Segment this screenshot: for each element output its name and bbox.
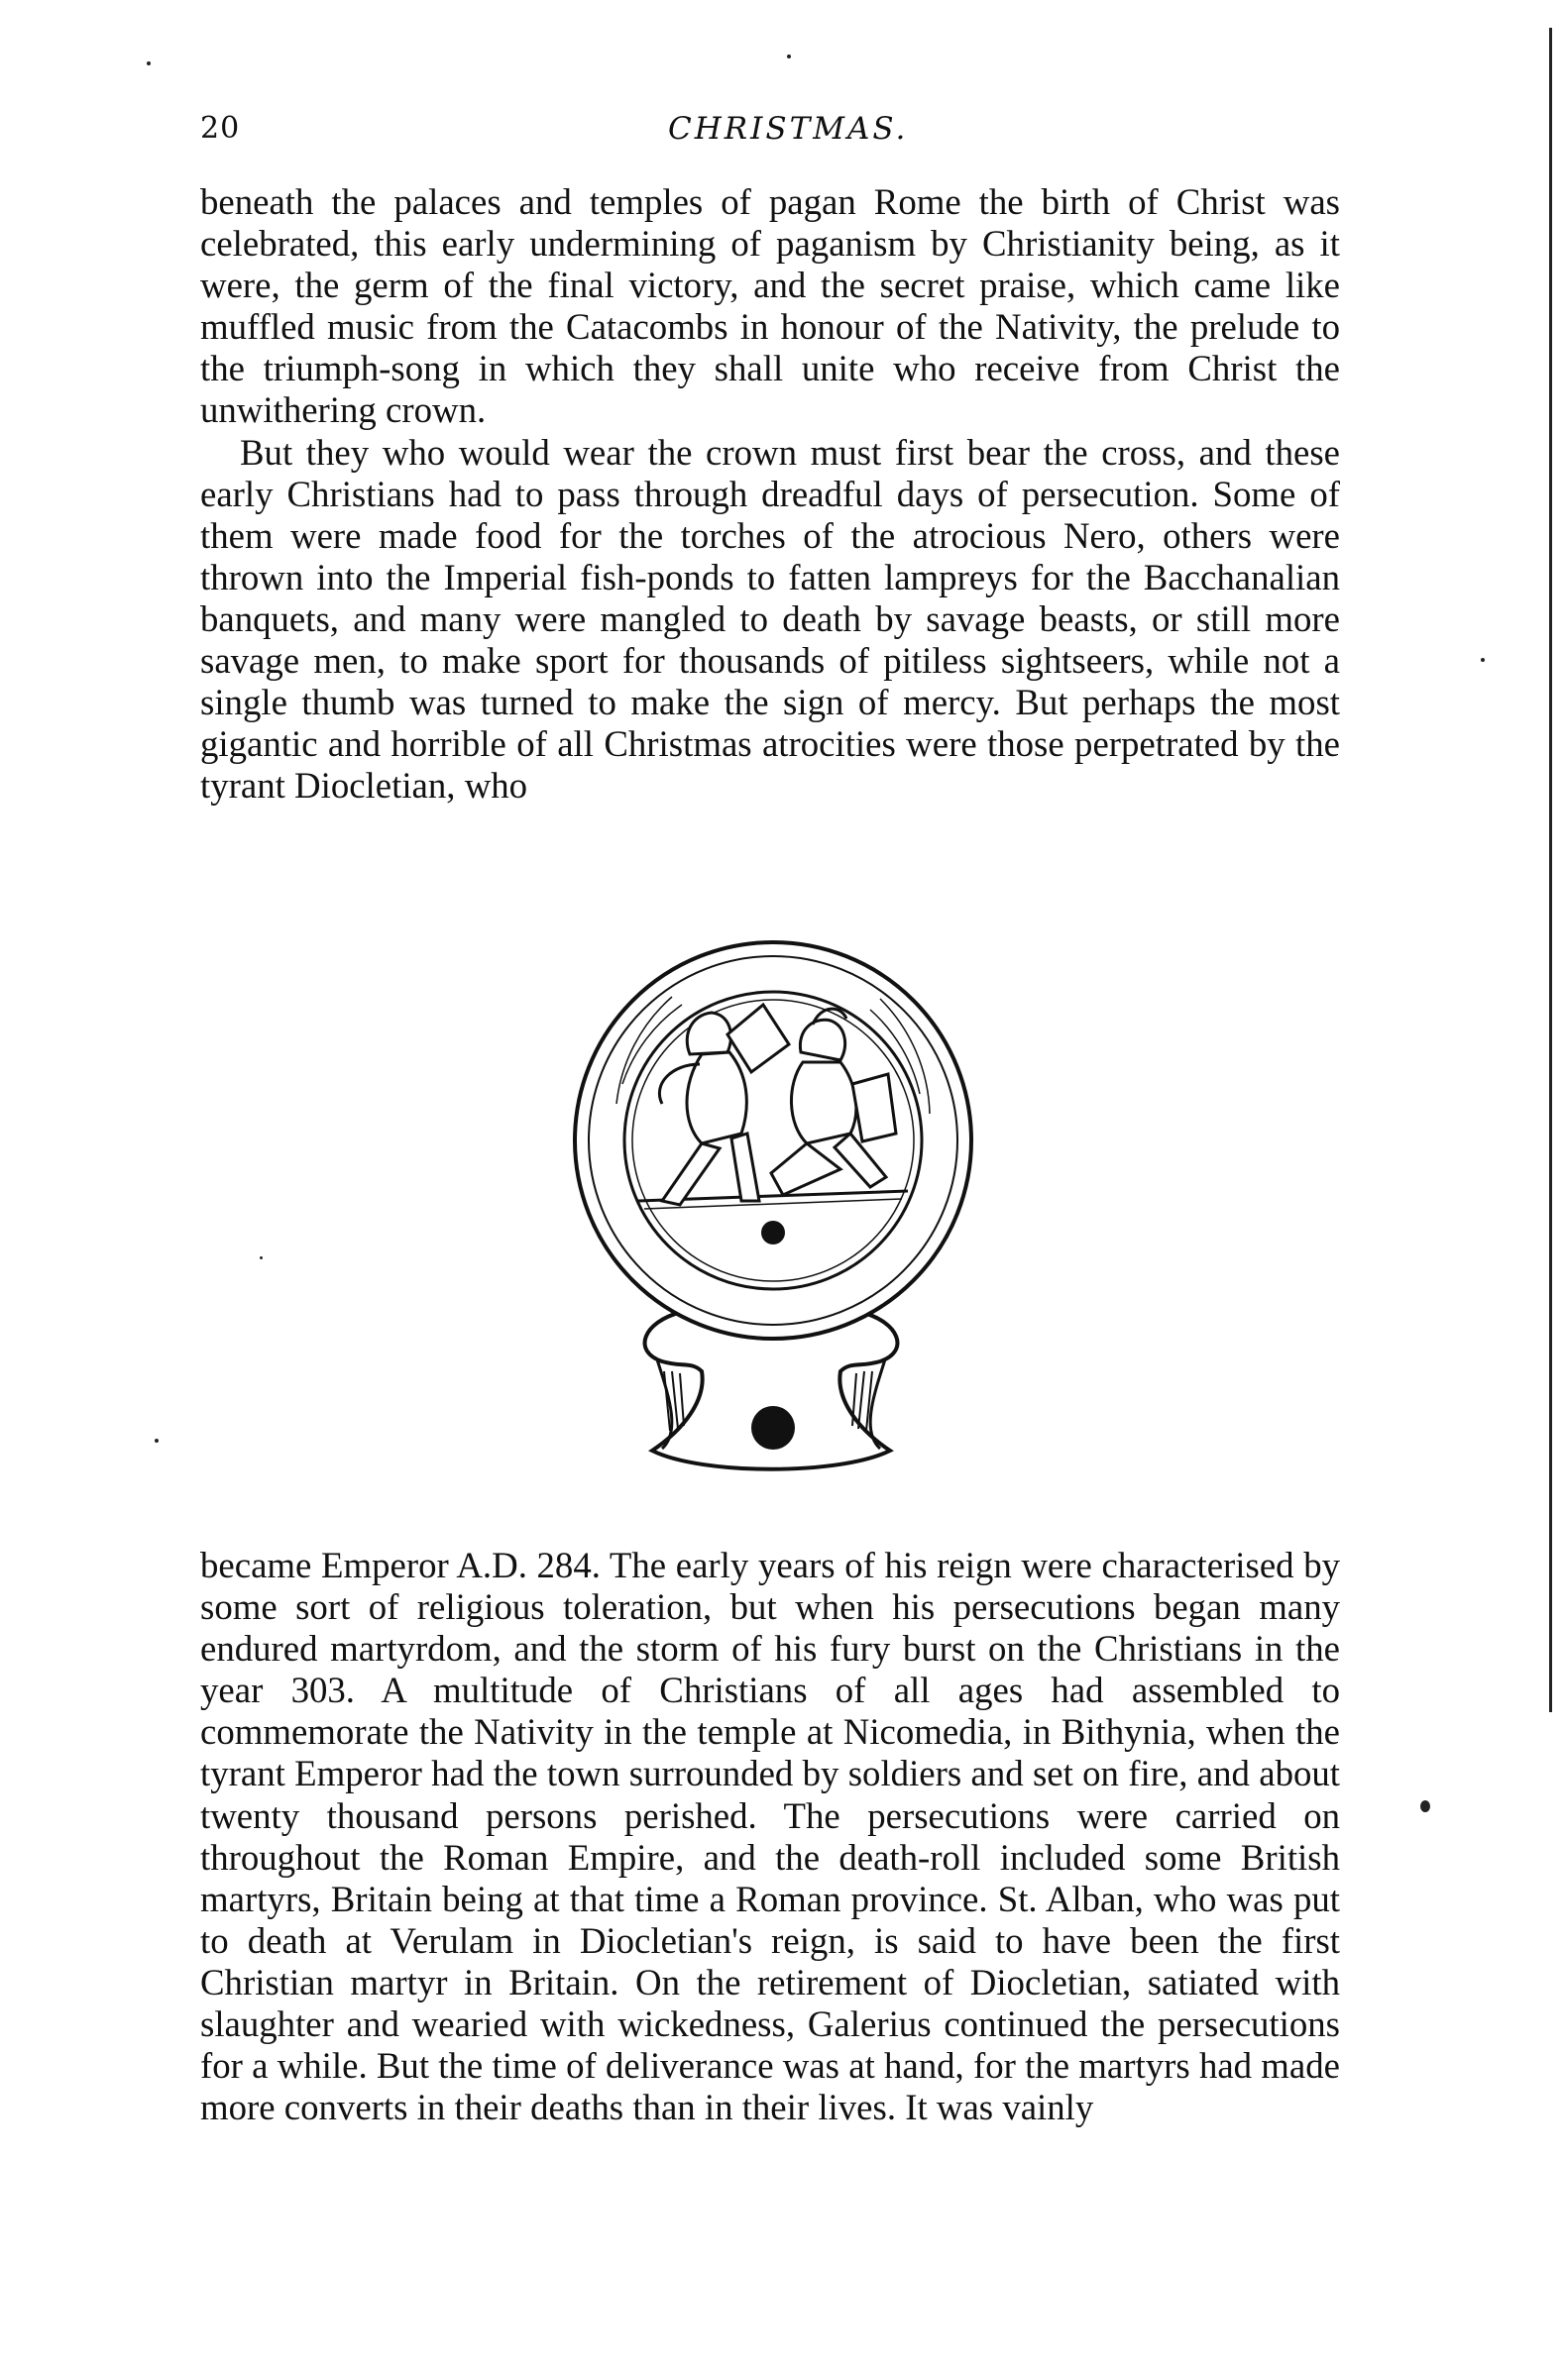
- filling-hole: [761, 1221, 785, 1244]
- scan-speck: [1420, 1800, 1430, 1812]
- text-block-top: [200, 181, 1340, 807]
- scan-margin-rule: [1549, 28, 1552, 1712]
- wick-hole: [751, 1406, 795, 1450]
- scan-speck: [155, 1439, 159, 1443]
- paragraph-continuation: beneath the palaces and temples of pagan Rome the birth of Christ was celebrated, this early undermining of paganism by Christianity being, as it were, the germ of the final victory, and the secret praise, which came like muffled music from the Catacombs in honour of the Nativity, the prelude to the triumph-song in which they shall unite who receive from Christ the unwithering crown.: [200, 181, 1340, 431]
- running-head: [200, 111, 1340, 161]
- text-block-bottom: [200, 1545, 1340, 2128]
- scan-speck: [1481, 658, 1485, 662]
- scan-speck: [787, 54, 791, 58]
- scan-speck: [147, 61, 151, 65]
- scan-speck: [260, 1256, 263, 1259]
- running-title: CHRISTMAS.: [668, 111, 909, 147]
- paragraph-diocletian: became Emperor A.D. 284. The early years of his reign were characterised by some sort of religious toleration, but when his persecutions began many endured martyrdom, and the storm of his fury burst on the Christians in the year 303. A multitude of Christians of all ages had assembled to commemorate the Nativity in the temple at Nicomedia, in Bithynia, when the tyrant Emperor had the town surrounded by soldiers and set on fire, and about twenty thousand persons perished. The persecutions were carried on throughout the Roman Empire, and the death-roll included some British martyrs, Britain being at that time a Roman province. St. Alban, who was put to death at Verulam in Diocletian's reign, is said to have been the first Christian martyr in Britain. On the retirement of Diocletian, satiated with slaughter and wearied with wickedness, Galerius continued the persecutions for a while. But the time of deliverance was at hand, for the martyrs had made more converts in their deaths than in their lives. It was vainly: [200, 1545, 1340, 2128]
- lamp-illustration: [553, 935, 991, 1490]
- page-number: 20: [200, 111, 241, 146]
- roman-lamp-icon: [553, 935, 991, 1490]
- paragraph-persecution: But they who would wear the crown must first bear the cross, and these early Christians had to pass through dreadful days of persecution. Some of them were made food for the torches of the atrocious Nero, others were thrown into the Imperial fish-ponds to fatten lampreys for the Bacchanalian banquets, and many were mangled to death by savage beasts, or still more savage men, to make sport for thousands of pitiless sightseers, while not a single thumb was turned to make the sign of mercy. But perhaps the most gigantic and horrible of all Christmas atrocities were those perpetrated by the tyrant Diocletian, who: [200, 431, 1340, 807]
